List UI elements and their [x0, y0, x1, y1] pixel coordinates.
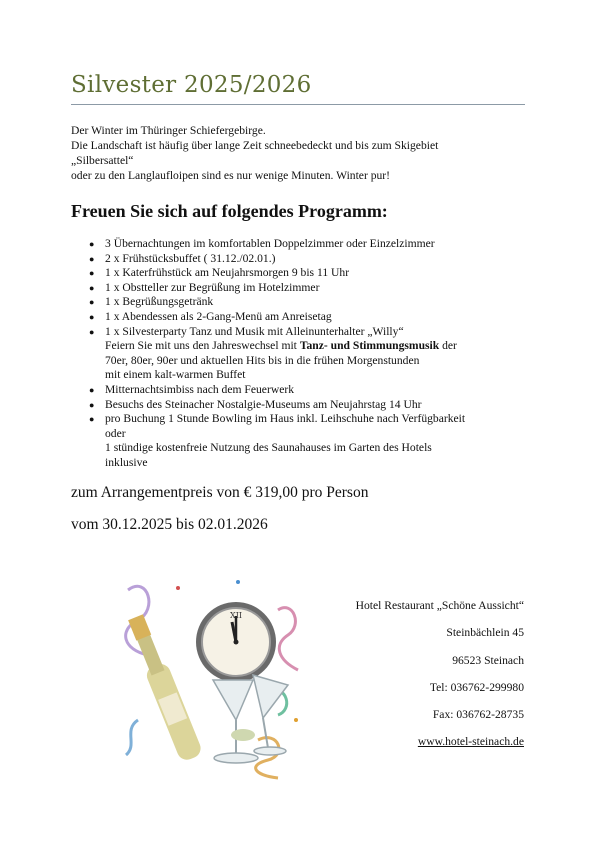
hotel-fax: Fax: 036762-28735 — [432, 708, 524, 722]
intro-line: „Silbersattel“ — [71, 154, 134, 167]
hotel-website-link[interactable]: www.hotel-steinach.de — [417, 735, 524, 749]
bowling-detail-line: 1 stündige kostenfreie Nutzung des Saunahauses im Garten des Hotels — [105, 441, 432, 455]
intro-line: oder zu den Langlaufloipen sind es nur wenige Minuten. Winter pur! — [71, 169, 391, 182]
list-item: ● 2 x Frühstücksbuffet ( 31.12./02.01.) — [89, 251, 276, 265]
bullet-icon: ● — [89, 282, 95, 293]
hotel-street: Steinbächlein 45 — [446, 626, 524, 640]
bullet-icon: ● — [89, 311, 95, 322]
price-line: zum Arrangementpreis von € 319,00 pro Person — [71, 484, 369, 501]
party-detail-line: mit einem kalt-warmen Buffet — [105, 368, 246, 382]
party-detail-line: Feiern Sie mit uns den Jahreswechsel mit Tanz- und Stimmungsmusik der — [105, 339, 457, 353]
page-title: Silvester 2025/2026 — [71, 72, 312, 98]
svg-text:XII: XII — [230, 611, 243, 620]
bullet-icon: ● — [89, 297, 95, 308]
bowling-detail-line: oder — [105, 426, 126, 440]
bullet-icon: ● — [89, 414, 95, 425]
party-detail-line: 70er, 80er, 90er und aktuellen Hits bis in die frühen Morgenstunden — [105, 353, 420, 367]
list-item: ● 1 x Abendessen als 2-Gang-Menü am Anreisetag — [89, 309, 332, 323]
contact-block — [264, 599, 524, 763]
bullet-icon: ● — [89, 384, 95, 395]
program-list — [80, 237, 540, 471]
date-range: vom 30.12.2025 bis 02.01.2026 — [71, 516, 268, 533]
bullet-icon: ● — [89, 253, 95, 264]
list-item: ● Mitternachtsimbiss nach dem Feuerwerk — [89, 382, 294, 396]
hotel-name: Hotel Restaurant „Schöne Aussicht“ — [355, 599, 524, 612]
intro-text — [71, 123, 541, 183]
list-item: ● 3 Übernachtungen im komfortablen Doppelzimmer oder Einzelzimmer — [89, 237, 435, 250]
list-item: ● Besuchs des Steinacher Nostalgie-Museums am Neujahrstag 14 Uhr — [89, 397, 422, 411]
bullet-icon: ● — [89, 268, 95, 279]
bowling-detail-line: inklusive — [105, 455, 148, 469]
bullet-icon: ● — [89, 239, 95, 249]
list-item: ● pro Buchung 1 Stunde Bowling im Haus inkl. Leihschuhe nach Verfügbarkeit — [89, 412, 466, 426]
title-divider — [71, 104, 525, 105]
intro-line: Die Landschaft ist häufig über lange Zeit schneebedeckt und bis zum Skigebiet — [71, 139, 439, 152]
list-item: ● 1 x Begrüßungsgetränk — [89, 295, 214, 309]
program-heading: Freuen Sie sich auf folgendes Programm: — [71, 201, 388, 221]
bullet-icon: ● — [89, 326, 95, 337]
list-item: ● 1 x Obstteller zur Begrüßung im Hotelzimmer — [89, 280, 320, 294]
hotel-phone: Tel: 036762-299980 — [429, 680, 524, 694]
bullet-icon: ● — [89, 399, 95, 410]
intro-line: Der Winter im Thüringer Schiefergebirge. — [71, 124, 266, 137]
list-item: ● 1 x Silvesterparty Tanz und Musik mit Alleinunterhalter „Willy“ — [89, 324, 404, 338]
list-item: ● 1 x Katerfrühstück am Neujahrsmorgen 9 bis 11 Uhr — [89, 266, 350, 280]
hotel-city: 96523 Steinach — [452, 653, 524, 667]
